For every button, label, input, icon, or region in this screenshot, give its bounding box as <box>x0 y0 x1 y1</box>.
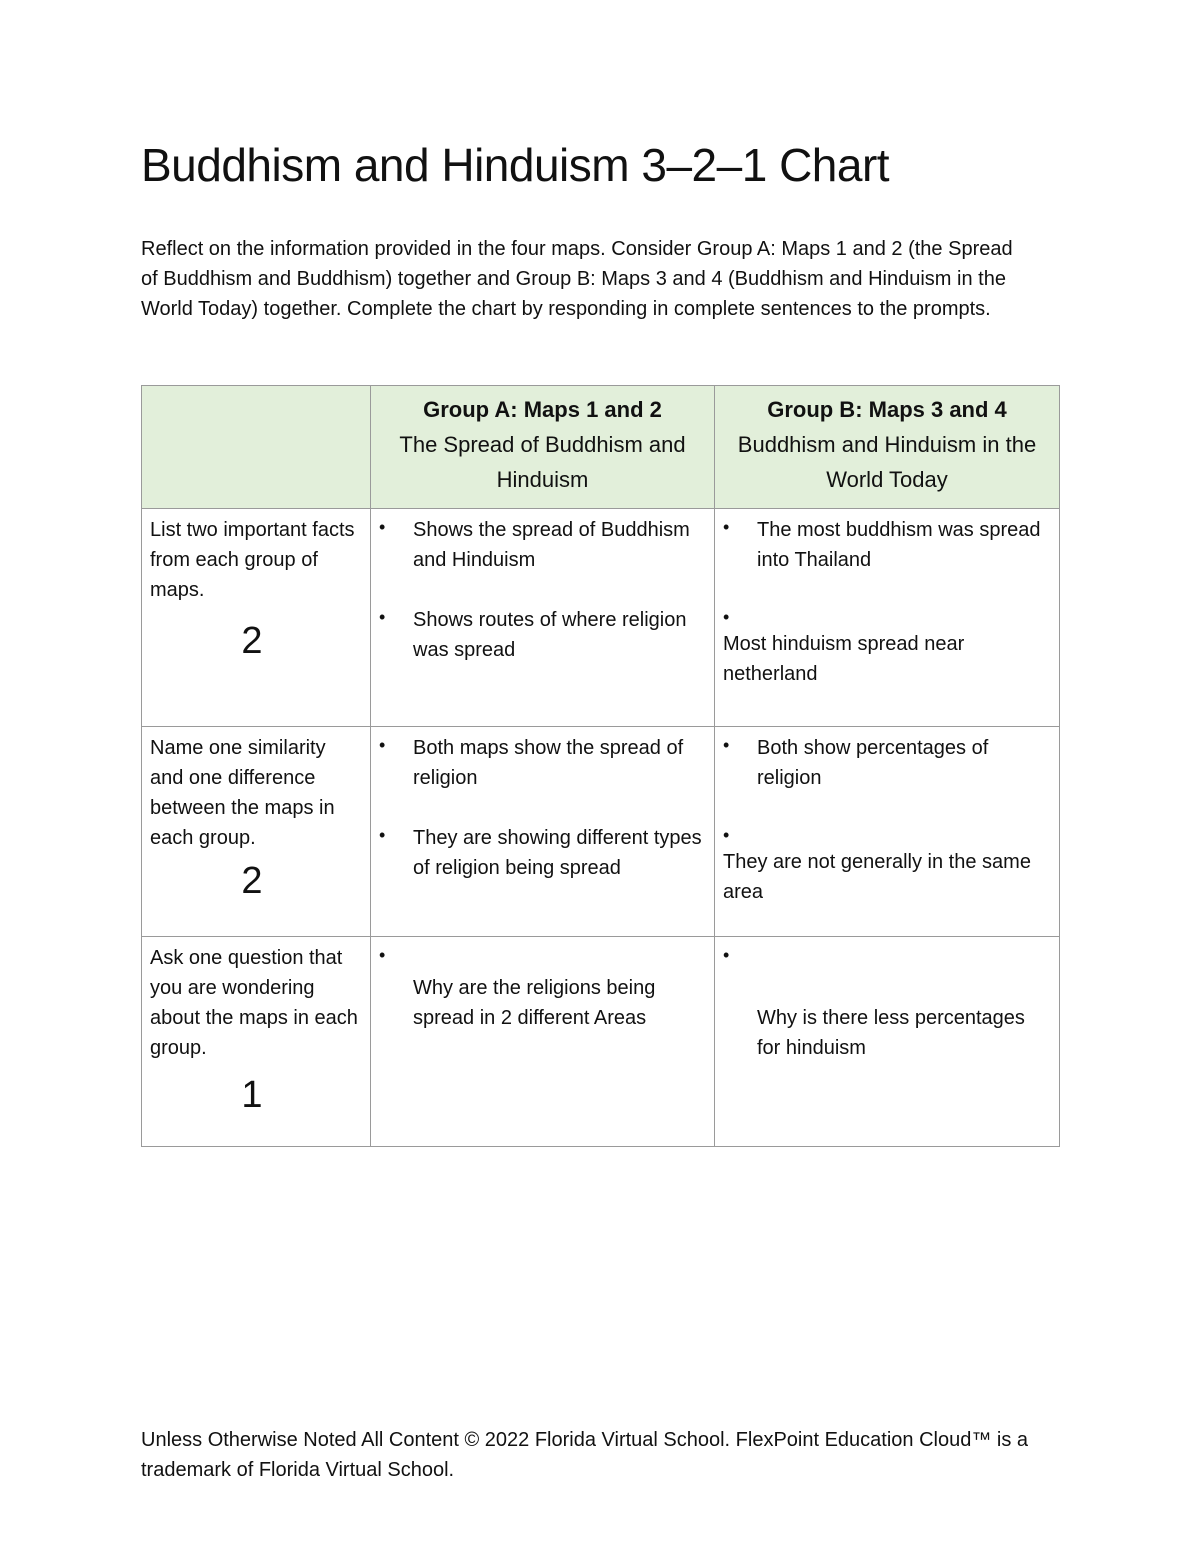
bullet-icon: • <box>723 607 730 627</box>
bullet-icon: • <box>379 735 386 755</box>
bullet-icon: • <box>379 517 386 537</box>
prompt-text: Name one similarity and one difference between the maps in each group. <box>150 737 335 849</box>
list-item <box>723 943 1051 1063</box>
group-a-subtitle: The Spread of Buddhism and Hinduism <box>399 432 686 492</box>
prompt-count: 2 <box>241 620 263 662</box>
prompt-cell <box>142 937 371 1147</box>
prompt-cell <box>142 509 371 727</box>
table-row <box>142 509 1060 727</box>
response-text: Shows routes of where religion was spread <box>413 609 687 661</box>
prompt-text: Ask one question that you are wondering about the maps in each group. <box>150 947 358 1059</box>
response-text: Both maps show the spread of religion <box>413 737 684 789</box>
list-item <box>379 605 706 665</box>
response-cell-group-a <box>371 937 715 1147</box>
response-cell-group-a <box>371 727 715 937</box>
bullet-icon: • <box>723 825 730 845</box>
response-cell-group-b <box>715 727 1060 937</box>
list-item <box>379 515 706 575</box>
list-item <box>723 733 1051 793</box>
bullet-icon: • <box>723 735 730 755</box>
response-cell-group-b <box>715 509 1060 727</box>
list-item <box>723 515 1051 575</box>
prompt-text: List two important facts from each group of maps. <box>150 519 355 601</box>
table-row <box>142 727 1060 937</box>
header-row <box>142 386 1060 509</box>
list-item <box>379 733 706 793</box>
header-empty-cell <box>142 386 371 509</box>
response-text: The most buddhism was spread into Thailand <box>757 519 1041 571</box>
copyright-footer: Unless Otherwise Noted All Content © 2022 Florida Virtual School. FlexPoint Education Cloud™ is a trademark of Florida Virtual School. <box>141 1429 1029 1481</box>
list-item <box>723 605 1051 689</box>
response-text: Why is there less percentages for hinduism <box>757 1007 1025 1059</box>
group-b-subtitle: Buddhism and Hinduism in the World Today <box>737 432 1037 492</box>
prompt-count: 2 <box>241 860 263 902</box>
bullet-icon: • <box>379 825 386 845</box>
group-a-name: Group A: Maps 1 and 2 <box>423 397 662 422</box>
list-item <box>379 943 706 1033</box>
list-item <box>379 823 706 883</box>
header-group-a <box>371 386 715 509</box>
response-text: Shows the spread of Buddhism and Hinduism <box>413 519 690 571</box>
prompt-cell <box>142 727 371 937</box>
response-text: They are showing different types of religion being spread <box>413 827 702 879</box>
bullet-icon: • <box>379 945 386 965</box>
response-cell-group-a <box>371 509 715 727</box>
header-group-b <box>715 386 1060 509</box>
prompt-count: 1 <box>241 1074 263 1116</box>
bullet-icon: • <box>723 945 730 965</box>
response-text: Why are the religions being spread in 2 different Areas <box>413 977 656 1029</box>
response-text: They are not generally in the same area <box>723 851 1031 903</box>
bullet-icon: • <box>379 607 386 627</box>
instructions-paragraph: Reflect on the information provided in the four maps. Consider Group A: Maps 1 and 2 (the Spread of Buddhism and Buddhism) together and Group B: Maps 3 and 4 (Buddhism and Hinduism in the World Today) together. Complete the chart by responding in complete sentences to the prompts. <box>141 238 1013 320</box>
response-text: Most hinduism spread near netherland <box>723 633 965 685</box>
group-b-name: Group B: Maps 3 and 4 <box>767 397 1007 422</box>
bullet-icon: • <box>723 517 730 537</box>
response-text: Both show percentages of religion <box>757 737 989 789</box>
page-title: Buddhism and Hinduism 3–2–1 Chart <box>141 139 890 191</box>
list-item <box>723 823 1051 907</box>
response-cell-group-b <box>715 937 1060 1147</box>
table-row <box>142 937 1060 1147</box>
three-two-one-chart <box>141 385 1060 1147</box>
